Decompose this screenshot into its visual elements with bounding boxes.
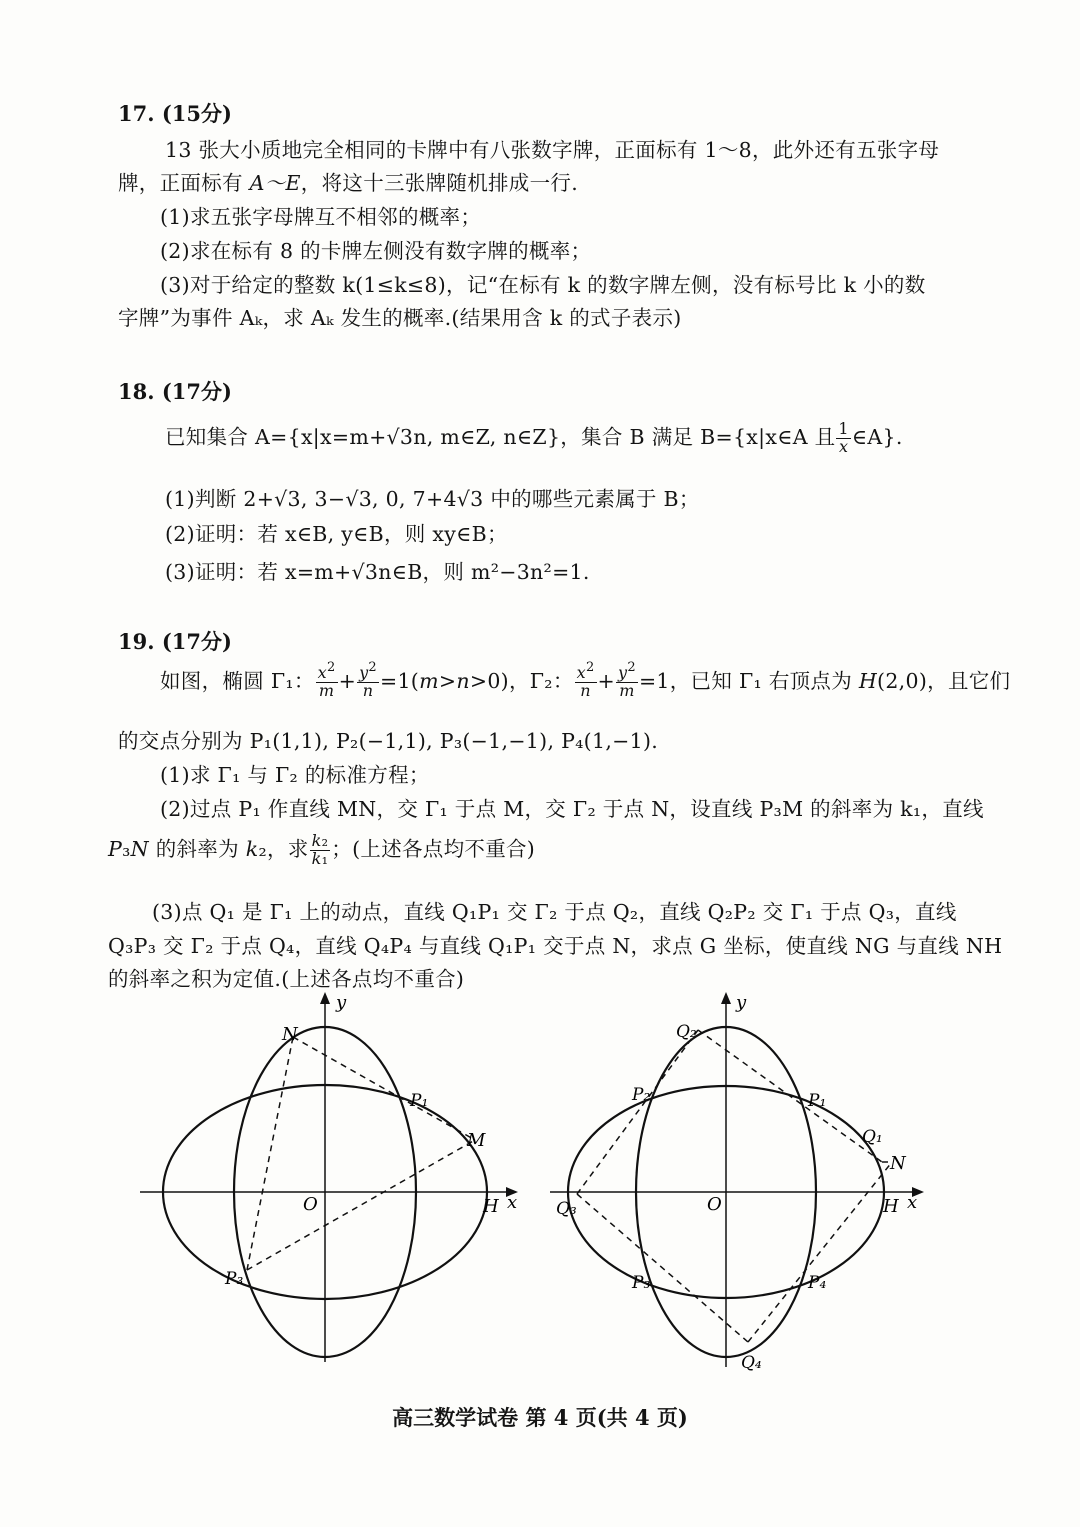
y-axis-arrow: [320, 992, 330, 1004]
q18-part2: (2)证明：若 x∈B, y∈B，则 xy∈B；: [165, 522, 508, 546]
q19-part3-line2: Q₃P₃ 交 Γ₂ 于点 Q₄，直线 Q₄P₄ 与直线 Q₁P₁ 交于点 N，求点 G 坐标，使直线 NG 与直线 NH: [108, 934, 1003, 958]
q19-part2-line1: (2)过点 P₁ 作直线 MN，交 Γ₁ 于点 M，交 Γ₂ 于点 N，设直线 P₃M 的斜率为 k₁，直线: [160, 797, 984, 821]
q19-header: 19. (17分): [118, 629, 232, 654]
q17-intro-line1: 13 张大小质地完全相同的卡牌中有八张数字牌，正面标有 1～8，此外还有五张字母: [165, 138, 940, 162]
line-P3N: [247, 1037, 293, 1270]
line-Q3P3-Q4: [577, 1194, 748, 1342]
label-Q1: Q₁: [862, 1127, 883, 1147]
label-O: O: [707, 1194, 722, 1215]
q17-part3-line1: (3)对于给定的整数 k(1≤k≤8)，记“在标有 k 的数字牌左侧，没有标号比 k 小的数: [160, 273, 926, 297]
q19-part1: (1)求 Γ₁ 与 Γ₂ 的标准方程；: [160, 763, 430, 787]
line-P3M: [247, 1140, 475, 1270]
reciprocal-fraction: $\frac{1}{x}$: [838, 419, 849, 456]
q19-part3-line1: (3)点 Q₁ 是 Γ₁ 上的动点，直线 Q₁P₁ 交 Γ₂ 于点 Q₂，直线 Q₂P₂ 交 Γ₁ 于点 Q₃，直线: [152, 900, 957, 924]
label-Q3: Q₃: [556, 1199, 577, 1219]
figure-right: [540, 992, 950, 1377]
q17-intro-line2: 牌，正面标有 A～E，将这十三张牌随机排成一行.: [118, 171, 579, 195]
label-P1: P₁: [410, 1091, 429, 1111]
q17-part2: (2)求在标有 8 的卡牌左侧没有数字牌的概率；: [160, 239, 592, 263]
line-NM: [293, 1037, 475, 1140]
page-footer: 高三数学试卷 第 4 页(共 4 页): [392, 1405, 688, 1430]
label-N: N: [282, 1024, 298, 1045]
label-O: O: [303, 1194, 318, 1215]
q18-header: 18. (17分): [118, 379, 232, 404]
label-M: M: [467, 1130, 486, 1151]
q19-part2-line2: P₃N 的斜率为 k₂，求 $\frac{\text{k₂}}{\text{k₁}}$ ；(上述各点均不重合): [108, 831, 536, 868]
q18-part1: (1)判断 2+√3, 3−√3, 0, 7+4√3 中的哪些元素属于 B；: [165, 487, 700, 511]
label-N: N: [890, 1153, 906, 1174]
label-P2: P₂: [632, 1085, 651, 1105]
label-P4: P₄: [808, 1273, 827, 1293]
label-P3: P₃: [225, 1269, 244, 1289]
label-P3: P₃: [632, 1273, 651, 1293]
label-x: x: [907, 1192, 918, 1213]
q18-given: 已知集合 A={x|x=m+√3n, m∈Z, n∈Z}，集合 B 满足 B={x|x∈A 且 $\frac{1}{x}$ ∈A}.: [165, 419, 903, 456]
q17-part1: (1)求五张字母牌互不相邻的概率；: [160, 205, 482, 229]
label-Q2: Q₂: [676, 1022, 697, 1042]
q17-header: 17. (15分): [118, 101, 232, 126]
label-P1: P₁: [808, 1091, 827, 1111]
label-H: H: [883, 1196, 899, 1217]
q17-part3-line2: 字牌”为事件 Aₖ，求 Aₖ 发生的概率.(结果用含 k 的式子表示): [118, 306, 682, 330]
q18-part3: (3)证明：若 x=m+√3n∈B，则 m²−3n²=1.: [165, 560, 590, 584]
label-H: H: [483, 1196, 499, 1217]
label-Q4: Q₄: [741, 1353, 762, 1373]
label-y: y: [736, 992, 747, 1013]
figure-left: [130, 992, 530, 1372]
q19-part3-line3: 的斜率之积为定值.(上述各点均不重合): [108, 967, 465, 991]
y-axis-arrow: [721, 992, 731, 1004]
label-x: x: [507, 1192, 518, 1213]
q19-intro-line2: 的交点分别为 P₁(1,1), P₂(−1,1), P₃(−1,−1), P₄(1,−1).: [118, 729, 659, 753]
line-Q4P4-N: [748, 1162, 892, 1342]
label-y: y: [336, 992, 347, 1013]
q19-intro-line1: 如图，椭圆 Γ₁： $\frac{x^2}{m}$ + $\frac{y^2}{n}$ =1(m>n>0)，Γ₂： $\frac{x^2}{n}$ + $\frac{y^2}{m}$ =1，已知 Γ₁ 右顶点为 H(2,0)，且它们: [160, 660, 1011, 700]
